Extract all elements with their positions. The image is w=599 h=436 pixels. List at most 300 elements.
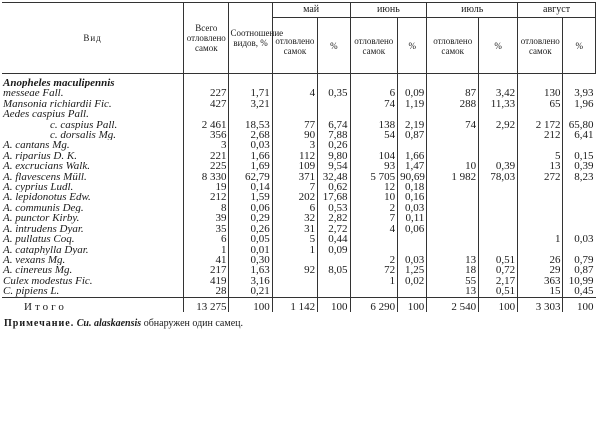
table-cell: [563, 224, 596, 234]
table-row: [2, 109, 596, 119]
table-cell: 5: [518, 151, 563, 161]
species-name-text: A. cantans Mg.: [3, 140, 70, 151]
table-cell: 7: [350, 213, 398, 223]
table-cell: 0,15: [563, 151, 596, 161]
species-name-text: C. pipiens L.: [3, 286, 60, 298]
table-cell: 221: [184, 151, 229, 161]
table-cell: [350, 286, 398, 297]
table-cell: 0,30: [229, 255, 272, 265]
table-cell: [427, 74, 479, 89]
header-august-pct: %: [563, 18, 596, 74]
document: [2, 2, 596, 329]
table-cell: 1: [272, 245, 317, 255]
table-cell: 2,92: [479, 120, 518, 130]
table-cell: 419: [184, 276, 229, 286]
species-table: [2, 2, 596, 312]
table-cell: 12: [350, 182, 398, 192]
table-cell: [427, 151, 479, 161]
table-row: [2, 286, 596, 297]
table-cell: 371: [272, 172, 317, 182]
table-cell: [318, 255, 350, 265]
table-cell: 0,26: [318, 140, 350, 150]
table-cell: 0,53: [318, 203, 350, 213]
table-cell: [479, 182, 518, 192]
table-cell: [318, 99, 350, 109]
table-cell: [427, 213, 479, 223]
table-cell: [479, 74, 518, 89]
table-cell: 1: [184, 245, 229, 255]
table-row: [2, 182, 596, 192]
table-cell: 217: [184, 265, 229, 275]
table-cell: 2 172: [518, 120, 563, 130]
table-cell: 0,29: [229, 213, 272, 223]
table-cell: 0,02: [398, 276, 427, 286]
table-cell: [518, 224, 563, 234]
table-cell: [427, 109, 479, 119]
table-cell: 19: [184, 182, 229, 192]
table-cell: [518, 140, 563, 150]
table-cell: 1,25: [398, 265, 427, 275]
table-cell: [479, 140, 518, 150]
table-cell: 3,16: [229, 276, 272, 286]
table-cell: [479, 213, 518, 223]
table-cell: 6: [272, 203, 317, 213]
table-cell: 0,26: [229, 224, 272, 234]
table-cell: 8 330: [184, 172, 229, 182]
species-name: [2, 74, 184, 89]
footnote-text: обнаружен один самец.: [141, 317, 243, 329]
table-cell: [272, 276, 317, 286]
table-cell: 0,03: [398, 255, 427, 265]
table-cell: 15: [518, 286, 563, 297]
table-cell: 0,72: [479, 265, 518, 275]
table-cell: 28: [184, 286, 229, 297]
table-cell: 109: [272, 161, 317, 171]
header-july-caught: отловлено самок: [427, 18, 479, 74]
table-cell: [563, 74, 596, 89]
header-month-may: май: [272, 3, 350, 18]
table-cell: 90: [272, 130, 317, 140]
table-cell: 2,68: [229, 130, 272, 140]
total-cell: 2 540: [427, 297, 479, 312]
table-row: [2, 192, 596, 202]
table-cell: 9,54: [318, 161, 350, 171]
table-cell: 10: [427, 161, 479, 171]
table-cell: 17,68: [318, 192, 350, 202]
species-name-text: A. cyprius Ludl.: [3, 182, 74, 193]
table-cell: 1: [518, 234, 563, 244]
species-name-text: Culex modestus Fic.: [3, 275, 93, 287]
table-cell: [398, 74, 427, 89]
header-ratio: Соотношение видов, %: [229, 3, 272, 74]
table-cell: 32,48: [318, 172, 350, 182]
header-august-caught: отловлено самок: [518, 18, 563, 74]
table-row: [2, 234, 596, 244]
table-cell: 1,47: [398, 161, 427, 171]
header-may-pct: %: [318, 18, 350, 74]
table-cell: 13: [518, 161, 563, 171]
species-name-text: A. intrudens Dyar.: [3, 223, 84, 235]
table-cell: [427, 234, 479, 244]
table-cell: [427, 203, 479, 213]
total-cell: 100: [563, 297, 596, 312]
table-cell: [272, 74, 317, 89]
table-cell: [398, 109, 427, 119]
table-cell: 2,17: [479, 276, 518, 286]
table-cell: 0,03: [563, 234, 596, 244]
table-cell: 3,21: [229, 99, 272, 109]
table-cell: 5: [272, 234, 317, 244]
total-cell: 6 290: [350, 297, 398, 312]
species-name: [2, 192, 184, 202]
table-row: [2, 99, 596, 109]
header-month-july: июль: [427, 3, 518, 18]
table-cell: [479, 224, 518, 234]
table-cell: [479, 245, 518, 255]
table-cell: [518, 203, 563, 213]
table-cell: 112: [272, 151, 317, 161]
table-cell: 0,09: [318, 245, 350, 255]
table-row: [2, 161, 596, 171]
species-name: [2, 255, 184, 265]
footnote: [2, 318, 596, 329]
table-cell: 3: [184, 140, 229, 150]
table-cell: 1 982: [427, 172, 479, 182]
species-name: [2, 213, 184, 223]
table-cell: [479, 130, 518, 140]
table-cell: [479, 109, 518, 119]
table-cell: 32: [272, 213, 317, 223]
species-name: [2, 151, 184, 161]
table-cell: [518, 192, 563, 202]
table-cell: [398, 245, 427, 255]
table-cell: 35: [184, 224, 229, 234]
table-cell: 288: [427, 99, 479, 109]
species-name-text: A. pullatus Coq.: [3, 234, 75, 245]
table-cell: 0,51: [479, 255, 518, 265]
table-cell: 1,69: [229, 161, 272, 171]
table-cell: 6: [350, 88, 398, 98]
total-row: [2, 297, 596, 312]
table-cell: [427, 140, 479, 150]
table-cell: [318, 109, 350, 119]
species-name: [2, 245, 184, 255]
total-cell: 100: [479, 297, 518, 312]
table-cell: 74: [427, 120, 479, 130]
species-name: [2, 286, 184, 297]
table-cell: [350, 74, 398, 89]
table-cell: 202: [272, 192, 317, 202]
species-name-text: A. cinereus Mg.: [3, 265, 73, 276]
species-name: [2, 99, 184, 109]
species-name: [2, 109, 184, 119]
table-cell: [272, 286, 317, 297]
table-cell: 13: [427, 255, 479, 265]
table-cell: 9,80: [318, 151, 350, 161]
total-cell: 13 275: [184, 297, 229, 312]
table-cell: 0,87: [398, 130, 427, 140]
table-cell: 363: [518, 276, 563, 286]
species-name: [2, 265, 184, 275]
footnote-label: Примечание.: [4, 317, 75, 329]
table-cell: 3,42: [479, 88, 518, 98]
species-name: [2, 130, 184, 140]
header-july-pct: %: [479, 18, 518, 74]
table-cell: 104: [350, 151, 398, 161]
header-total: Всего отловлено самок: [184, 3, 229, 74]
header-species: Вид: [2, 3, 184, 74]
table-cell: 18,53: [229, 120, 272, 130]
table-cell: 62,79: [229, 172, 272, 182]
species-name: [2, 140, 184, 150]
table-cell: 7: [272, 182, 317, 192]
table-cell: 2: [350, 255, 398, 265]
species-name-text: c. caspius Pall.: [50, 119, 118, 131]
table-cell: [229, 109, 272, 119]
table-row: [2, 224, 596, 234]
table-row: [2, 276, 596, 286]
header-june-caught: отловлено самок: [350, 18, 398, 74]
table-cell: 0,14: [229, 182, 272, 192]
table-cell: 0,44: [318, 234, 350, 244]
table-cell: 41: [184, 255, 229, 265]
table-cell: 1,66: [229, 151, 272, 161]
table-cell: [427, 130, 479, 140]
species-name-text: A. flavescens Müll.: [3, 171, 87, 183]
footnote-species: Cu. alaskaensis: [76, 317, 142, 329]
table-cell: 92: [272, 265, 317, 275]
header-june-pct: %: [398, 18, 427, 74]
table-cell: 31: [272, 224, 317, 234]
table-cell: [350, 234, 398, 244]
table-cell: 65,80: [563, 120, 596, 130]
table-cell: 0,35: [318, 88, 350, 98]
species-name-text: A. cataphylla Dyar.: [3, 244, 89, 255]
table-cell: 1,63: [229, 265, 272, 275]
species-name: [2, 161, 184, 171]
table-cell: 4: [272, 88, 317, 98]
table-cell: 1,19: [398, 99, 427, 109]
table-header: [2, 3, 596, 74]
table-cell: 0,18: [398, 182, 427, 192]
table-cell: 29: [518, 265, 563, 275]
table-cell: 0,62: [318, 182, 350, 192]
table-cell: [563, 182, 596, 192]
table-cell: 65: [518, 99, 563, 109]
species-name-text: Mansonia richiardii Fic.: [3, 98, 112, 110]
table-cell: [427, 224, 479, 234]
table-row: [2, 172, 596, 182]
table-cell: 54: [350, 130, 398, 140]
table-cell: 8,05: [318, 265, 350, 275]
table-cell: 227: [184, 88, 229, 98]
species-name-text: A. lepidonotus Edw.: [3, 192, 91, 203]
table-cell: [518, 213, 563, 223]
table-cell: 0,09: [398, 88, 427, 98]
table-cell: 39: [184, 213, 229, 223]
total-cell: 100: [229, 297, 272, 312]
table-row: [2, 255, 596, 265]
table-cell: [398, 234, 427, 244]
table-cell: [479, 234, 518, 244]
species-name: [2, 224, 184, 234]
table-cell: [563, 109, 596, 119]
species-name-text: Aedes caspius Pall.: [3, 109, 89, 120]
table-cell: [272, 99, 317, 109]
species-name-text: A. communis Deg.: [3, 202, 84, 214]
species-name: [2, 182, 184, 192]
table-cell: 0,79: [563, 255, 596, 265]
table-cell: 74: [350, 99, 398, 109]
header-month-august: август: [518, 3, 596, 18]
table-cell: 26: [518, 255, 563, 265]
table-cell: 0,03: [398, 203, 427, 213]
table-cell: 10,99: [563, 276, 596, 286]
table-cell: [272, 255, 317, 265]
table-cell: 0,39: [479, 161, 518, 171]
table-cell: 0,03: [229, 140, 272, 150]
table-row: [2, 245, 596, 255]
table-cell: 1: [350, 276, 398, 286]
table-row: [2, 88, 596, 98]
table-cell: 6,74: [318, 120, 350, 130]
table-cell: [318, 74, 350, 89]
table-cell: 0,51: [479, 286, 518, 297]
table-cell: 3: [272, 140, 317, 150]
table-cell: 212: [184, 192, 229, 202]
table-cell: [563, 140, 596, 150]
table-cell: [563, 213, 596, 223]
table-cell: 6: [184, 234, 229, 244]
total-label: Итого: [2, 297, 184, 312]
table-cell: 77: [272, 120, 317, 130]
table-row: [2, 120, 596, 130]
table-cell: 18: [427, 265, 479, 275]
species-name-text: messeae Fall.: [3, 88, 64, 99]
table-cell: [318, 276, 350, 286]
table-cell: 55: [427, 276, 479, 286]
table-cell: 72: [350, 265, 398, 275]
table-cell: [398, 140, 427, 150]
species-name: [2, 276, 184, 286]
table-cell: [563, 192, 596, 202]
table-row: [2, 213, 596, 223]
table-cell: 8: [184, 203, 229, 213]
table-cell: 87: [427, 88, 479, 98]
total-cell: 100: [398, 297, 427, 312]
table-cell: 2,19: [398, 120, 427, 130]
table-cell: [398, 286, 427, 297]
table-cell: [427, 182, 479, 192]
table-row: [2, 151, 596, 161]
species-name-text: A. punctor Kirby.: [3, 213, 80, 224]
species-name-text: A. vexans Mg.: [3, 254, 66, 266]
table-cell: 130: [518, 88, 563, 98]
table-cell: 78,03: [479, 172, 518, 182]
table-cell: 1,66: [398, 151, 427, 161]
table-cell: 0,01: [229, 245, 272, 255]
table-cell: 2: [350, 203, 398, 213]
table-cell: 2 461: [184, 120, 229, 130]
species-name: [2, 88, 184, 98]
table-cell: [229, 74, 272, 89]
table-cell: [479, 203, 518, 213]
table-cell: [427, 245, 479, 255]
table-cell: [184, 74, 229, 89]
table-cell: 272: [518, 172, 563, 182]
table-cell: 90,69: [398, 172, 427, 182]
table-cell: 11,33: [479, 99, 518, 109]
table-cell: 3,93: [563, 88, 596, 98]
table-cell: 138: [350, 120, 398, 130]
table-cell: 7,88: [318, 130, 350, 140]
species-name-text: c. dorsalis Mg.: [50, 130, 116, 141]
table-row: [2, 265, 596, 275]
table-cell: 2,72: [318, 224, 350, 234]
table-row: [2, 203, 596, 213]
table-cell: [272, 109, 317, 119]
table-cell: 0,06: [229, 203, 272, 213]
table-cell: [518, 245, 563, 255]
species-name: [2, 203, 184, 213]
table-cell: 0,87: [563, 265, 596, 275]
table-cell: [518, 182, 563, 192]
table-cell: 0,45: [563, 286, 596, 297]
table-cell: 8,23: [563, 172, 596, 182]
table-cell: [350, 109, 398, 119]
species-name-text: Anopheles maculipennis: [3, 77, 115, 89]
table-cell: [479, 151, 518, 161]
species-name: [2, 234, 184, 244]
table-cell: [350, 245, 398, 255]
table-cell: 93: [350, 161, 398, 171]
table-cell: 13: [427, 286, 479, 297]
header-may-caught: отловлено самок: [272, 18, 317, 74]
table-cell: 356: [184, 130, 229, 140]
table-cell: 1,59: [229, 192, 272, 202]
table-cell: 212: [518, 130, 563, 140]
table-row: [2, 130, 596, 140]
species-name: [2, 120, 184, 130]
table-body: [2, 74, 596, 312]
table-cell: [479, 192, 518, 202]
table-cell: 6,41: [563, 130, 596, 140]
table-cell: 1,96: [563, 99, 596, 109]
table-cell: 0,11: [398, 213, 427, 223]
table-cell: [184, 109, 229, 119]
table-cell: 0,21: [229, 286, 272, 297]
table-cell: [563, 203, 596, 213]
total-cell: 1 142: [272, 297, 317, 312]
table-cell: 5 705: [350, 172, 398, 182]
total-cell: 3 303: [518, 297, 563, 312]
table-row: [2, 74, 596, 89]
table-cell: [518, 74, 563, 89]
header-month-june: июнь: [350, 3, 427, 18]
table-cell: 0,16: [398, 192, 427, 202]
table-cell: 10: [350, 192, 398, 202]
table-row: [2, 140, 596, 150]
total-cell: 100: [318, 297, 350, 312]
table-cell: 1,71: [229, 88, 272, 98]
table-cell: [563, 245, 596, 255]
table-cell: 0,39: [563, 161, 596, 171]
table-cell: 4: [350, 224, 398, 234]
species-name-text: A. riparius D. K.: [3, 150, 77, 162]
species-name: [2, 172, 184, 182]
table-cell: 2,82: [318, 213, 350, 223]
table-cell: [350, 140, 398, 150]
